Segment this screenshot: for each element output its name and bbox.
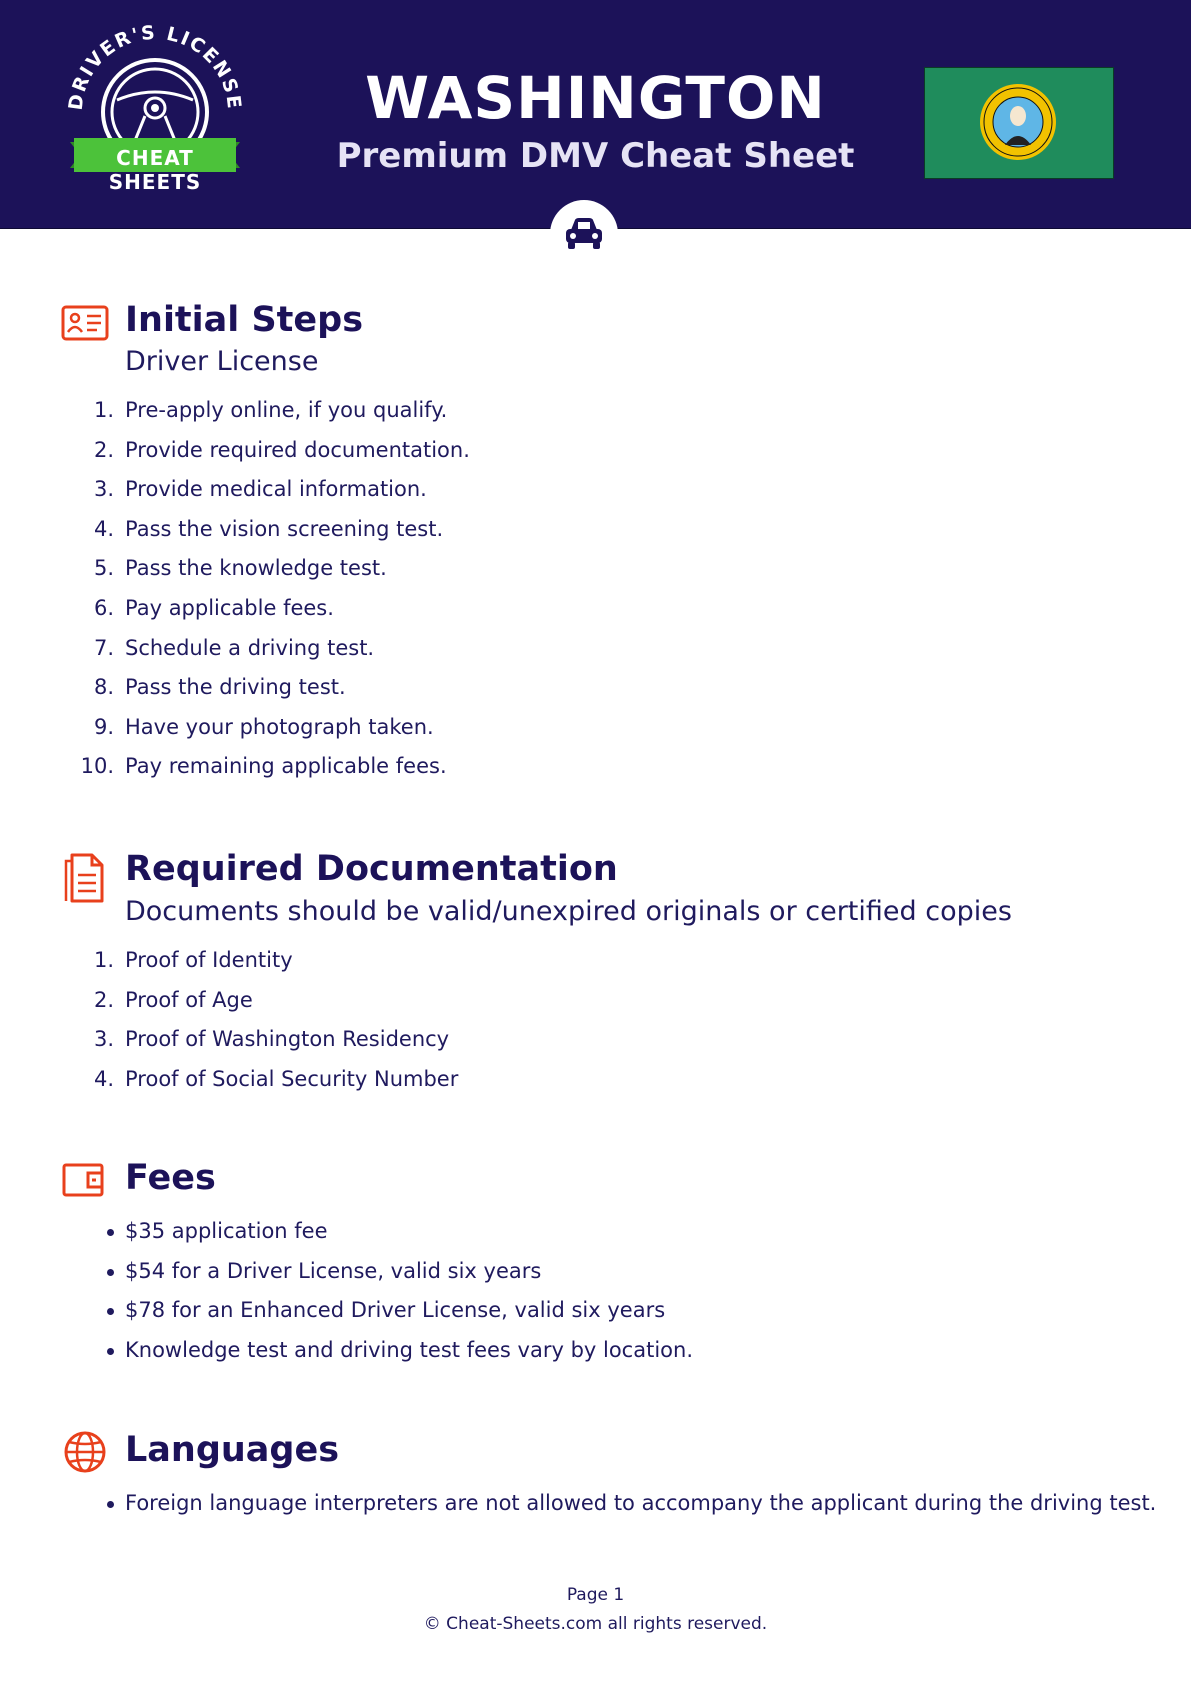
list-item-text: Proof of Washington Residency (125, 1027, 450, 1052)
list-item-text: Provide required documentation. (125, 437, 470, 462)
car-badge (550, 200, 618, 268)
section-title: Fees (125, 1158, 216, 1198)
list-item-text: $54 for a Driver License, valid six years (125, 1258, 542, 1283)
section-title: Initial Steps (125, 300, 364, 340)
list-item-text: Have your photograph taken. (125, 714, 434, 739)
document-icon (60, 853, 110, 903)
page-number: Page 1 (566, 1585, 625, 1605)
list-item-text: Proof of Age (125, 987, 253, 1012)
section-title: Required Documentation (125, 849, 618, 889)
list-item-text: Pass the knowledge test. (125, 556, 387, 581)
list-item-text: Foreign language interpreters are not allowed to accompany the applicant during the driving test. (125, 1491, 1157, 1515)
page-header (0, 0, 1191, 229)
list-item-text: Pre-apply online, if you qualify. (125, 398, 448, 422)
state-seal-icon (979, 83, 1057, 161)
list-item-text: Proof of Identity (125, 948, 293, 972)
page-title: WASHINGTON (365, 64, 826, 132)
globe-icon (60, 1427, 110, 1477)
section-title: Languages (125, 1430, 340, 1470)
list-item-text: Knowledge test and driving test fees vary by location. (125, 1337, 693, 1362)
list-item-text: Schedule a driving test. (125, 635, 375, 660)
logo-banner-text: CHEAT SHEETS (108, 146, 202, 194)
list-item-text: Pass the vision screening test. (125, 516, 444, 541)
id-card-icon (60, 298, 110, 348)
section-subtitle: Documents should be valid/unexpired originals or certified copies (125, 896, 1012, 927)
list-item-text: $35 application fee (125, 1219, 328, 1243)
washington-flag-icon (924, 67, 1114, 179)
svg-text:DRIVER'S LICENSE: DRIVER'S LICENSE (64, 21, 246, 112)
car-icon (563, 214, 605, 254)
page-subtitle: Premium DMV Cheat Sheet (336, 136, 855, 176)
copyright-link[interactable]: © Cheat-Sheets.com all rights reserved. (423, 1614, 768, 1634)
list-item-text: Provide medical information. (125, 477, 427, 502)
list-item-text: Pass the driving test. (125, 675, 346, 700)
list-item-text: Pay remaining applicable fees. (125, 754, 447, 779)
list-item-text: $78 for an Enhanced Driver License, valid six years (125, 1298, 666, 1323)
list-item-text: Pay applicable fees. (125, 595, 334, 620)
section-subtitle: Driver License (125, 346, 319, 377)
wallet-icon (60, 1155, 110, 1205)
list-item-text: Proof of Social Security Number (125, 1066, 459, 1091)
